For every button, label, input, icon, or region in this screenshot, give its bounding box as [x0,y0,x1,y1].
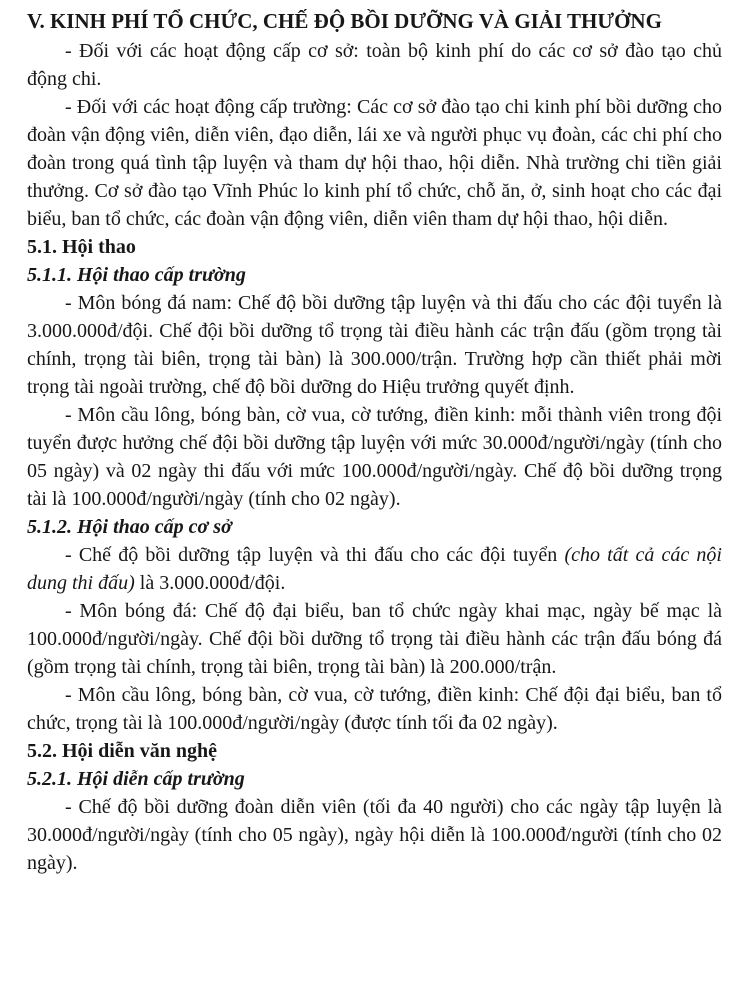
paragraph-text-before: - Chế độ bồi dưỡng tập luyện và thi đấu cho các đội tuyển [65,544,565,566]
paragraph-doi-tuyen-cap-co-so [27,541,722,597]
paragraph-bong-da-nam: - Môn bóng đá nam: Chế độ bồi dưỡng tập luyện và thi đấu cho các đội tuyển là 3.000.000đ/đội. Chế đội bồi dưỡng tổ trọng tài điều hành các trận đấu (gồm trọng tài chính, trọng tài biên, trọng tài bàn) là 300.000/trận. Trường hợp cần thiết phải mời trọng tài ngoài trường, chế độ bồi dưỡng do Hiệu trưởng quyết định. [27,292,722,398]
paragraph-funding-cap-co-so: - Đối với các hoạt động cấp cơ sở: toàn bộ kinh phí do các cơ sở đào tạo chủ động chi. [27,40,722,90]
paragraph-cau-long-cap-co-so: - Môn cầu lông, bóng bàn, cờ vua, cờ tướng, điền kinh: Chế đội đại biểu, ban tổ chức, trọng tài là 100.000đ/người/ngày (được tính tối đa 02 ngày). [27,684,722,734]
paragraph-text-after: là 3.000.000đ/đội. [134,572,286,594]
heading-5-1-hoi-thao: 5.1. Hội thao [27,236,136,258]
paragraph-italic-note: (cho tất cả các nội dung thi đấu) [27,544,722,594]
paragraph-bong-da-cap-co-so: - Môn bóng đá: Chế độ đại biểu, ban tổ chức ngày khai mạc, ngày bế mạc là 100.000đ/người/ngày. Chế đội bồi dưỡng tổ trọng tài điều hành các trận đấu bóng đá (gồm trọng tài chính, trọng tài biên, trọng tài bàn) là 200.000/trận. [27,600,722,678]
heading-5-1-2-hoi-thao-cap-co-so: 5.1.2. Hội thao cấp cơ sở [27,516,232,538]
heading-5-2-hoi-dien-van-nghe: 5.2. Hội diễn văn nghệ [27,740,218,762]
heading-5-1-1-hoi-thao-cap-truong: 5.1.1. Hội thao cấp trường [27,264,246,286]
heading-5-2-1-hoi-dien-cap-truong: 5.2.1. Hội diễn cấp trường [27,768,245,790]
paragraph-funding-cap-truong: - Đối với các hoạt động cấp trường: Các cơ sở đào tạo chi kinh phí bồi dưỡng cho đoàn vận động viên, diễn viên, đạo diễn, lái xe và người phục vụ đoàn, các chi phí cho đoàn trong quá tình tập luyện và tham dự hội thao, hội diễn. Nhà trường chi tiền giải thưởng. Cơ sở đào tạo Vĩnh Phúc lo kinh phí tổ chức, chỗ ăn, ở, sinh hoạt cho các đại biểu, ban tổ chức, các đoàn vận động viên, diễn viên tham dự hội thao, hội diễn. [27,96,722,230]
paragraph-hoi-dien-cap-truong: - Chế độ bồi dưỡng đoàn diễn viên (tối đa 40 người) cho các ngày tập luyện là 30.000đ/người/ngày (tính cho 05 ngày), ngày hội diễn là 100.000đ/người (tính cho 02 ngày). [27,796,722,874]
section-title: V. KINH PHÍ TỔ CHỨC, CHẾ ĐỘ BỒI DƯỠNG VÀ GIẢI THƯỞNG [27,9,662,33]
paragraph-cau-long-cap-truong: - Môn cầu lông, bóng bàn, cờ vua, cờ tướng, điền kinh: mỗi thành viên trong đội tuyển được hưởng chế đội bồi dưỡng tập luyện với mức 30.000đ/người/ngày (tính cho 05 ngày) và 02 ngày thi đấu với mức 100.000đ/người/ngày. Chế độ bồi dưỡng trọng tài là 100.000đ/người/ngày (tính cho 02 ngày). [27,404,722,510]
